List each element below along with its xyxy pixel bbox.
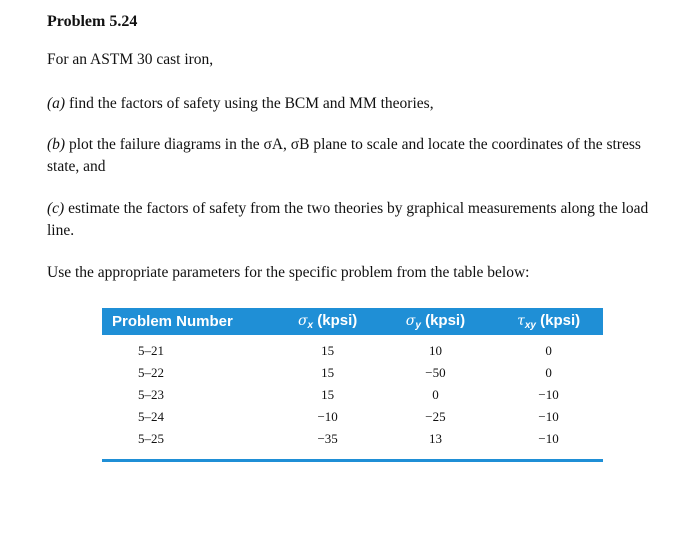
tau-xy-subscript: xy bbox=[524, 320, 536, 331]
table-row bbox=[102, 362, 603, 384]
cell-sigma-y: −50 bbox=[425, 365, 446, 380]
cell-problem-number: 5–22 bbox=[138, 365, 164, 380]
header-problem-number: Problem Number bbox=[112, 313, 233, 330]
table-row bbox=[102, 406, 603, 428]
tau-xy-unit: (kpsi) bbox=[535, 312, 581, 329]
sigma-x-symbol: σ bbox=[297, 313, 308, 329]
cell-sigma-x: 15 bbox=[321, 387, 335, 402]
table-header-row bbox=[102, 308, 603, 335]
header-sigma-x bbox=[279, 308, 377, 335]
problem-title: Problem 5.24 bbox=[47, 13, 138, 30]
cell-sigma-y: 10 bbox=[428, 343, 442, 358]
header-sigma-y bbox=[377, 308, 495, 335]
part-c bbox=[47, 198, 667, 242]
intro-text: For an ASTM 30 cast iron, bbox=[47, 51, 214, 68]
cell-tau-xy: 0 bbox=[545, 343, 552, 358]
cell-sigma-x: −35 bbox=[317, 431, 338, 446]
cell-sigma-x: −10 bbox=[317, 409, 338, 424]
tau-xy-symbol: τ bbox=[517, 313, 525, 329]
cell-problem-number: 5–21 bbox=[138, 343, 164, 358]
instruction-text: Use the appropriate parameters for the specific problem from the table below: bbox=[47, 264, 530, 281]
sigma-y-symbol: σ bbox=[405, 313, 416, 329]
cell-sigma-x: 15 bbox=[321, 365, 335, 380]
cell-sigma-y: 13 bbox=[428, 431, 442, 446]
cell-sigma-y: −25 bbox=[425, 409, 446, 424]
cell-problem-number: 5–24 bbox=[138, 409, 164, 424]
sigma-x-subscript: x bbox=[307, 320, 314, 331]
sigma-y-unit: (kpsi) bbox=[420, 312, 466, 329]
table-row bbox=[102, 428, 603, 450]
cell-problem-number: 5–25 bbox=[138, 431, 164, 446]
part-b-label: (b) bbox=[47, 136, 66, 153]
part-a-label: (a) bbox=[47, 95, 66, 112]
table-row bbox=[102, 335, 603, 362]
cell-tau-xy: −10 bbox=[538, 431, 559, 446]
cell-tau-xy: −10 bbox=[538, 409, 559, 424]
sigma-y-subscript: y bbox=[415, 320, 421, 331]
table-row bbox=[102, 384, 603, 406]
cell-sigma-x: 15 bbox=[321, 343, 335, 358]
part-b bbox=[47, 134, 667, 178]
cell-tau-xy: 0 bbox=[545, 365, 552, 380]
parameters-table bbox=[102, 308, 603, 450]
header-tau-xy bbox=[494, 308, 603, 335]
part-c-text: estimate the factors of safety from the two theories by graphical measurements along the load line. bbox=[47, 200, 649, 239]
part-a bbox=[47, 93, 667, 115]
part-c-label: (c) bbox=[47, 200, 65, 217]
parameters-table-wrap bbox=[102, 308, 603, 462]
table-bottom-rule bbox=[102, 459, 603, 462]
part-b-text: plot the failure diagrams in the σA, σB plane to scale and locate the coordinates of the stress state, and bbox=[47, 136, 641, 175]
cell-sigma-y: 0 bbox=[432, 387, 439, 402]
sigma-x-unit: (kpsi) bbox=[313, 312, 358, 329]
cell-problem-number: 5–23 bbox=[138, 387, 164, 402]
cell-tau-xy: −10 bbox=[538, 387, 559, 402]
part-a-text: find the factors of safety using the BCM and MM theories, bbox=[65, 95, 434, 112]
